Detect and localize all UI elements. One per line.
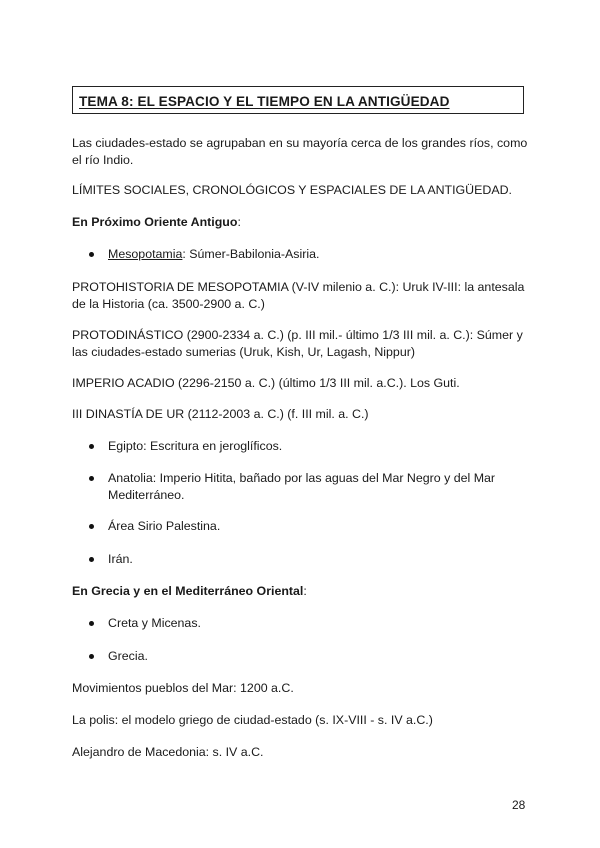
bullet-icon bbox=[89, 252, 94, 257]
protodinastico-paragraph: PROTODINÁSTICO (2900-2334 a. C.) (p. III mil.- último 1/3 III mil. a. C.): Súmer y las ciudades-estado sumerias (Uruk, Kish, Ur, Lagash, Nippur) bbox=[72, 328, 523, 359]
page-number: 28 bbox=[512, 798, 526, 812]
proximo-oriente-heading bbox=[72, 214, 528, 231]
grecia-colon: : bbox=[303, 584, 307, 598]
page-title: TEMA 8: EL ESPACIO Y EL TIEMPO EN LA ANTIGÜEDAD bbox=[79, 94, 450, 109]
bullet-icon bbox=[89, 621, 94, 626]
bullet-text: Egipto: Escritura en jeroglíficos. bbox=[108, 439, 283, 453]
bullet-icon bbox=[89, 654, 94, 659]
grecia-heading bbox=[72, 583, 528, 600]
acadio-paragraph: IMPERIO ACADIO (2296-2150 a. C.) (último 1/3 III mil. a.C.). Los Guti. bbox=[72, 376, 460, 390]
bullet-text: Creta y Micenas. bbox=[108, 616, 201, 630]
mesopotamia-rest: : Súmer-Babilonia-Asiria. bbox=[182, 247, 320, 261]
bullet-text: Área Sirio Palestina. bbox=[108, 519, 221, 533]
proximo-colon: : bbox=[237, 215, 241, 229]
bullet-icon bbox=[89, 444, 94, 449]
grecia-label: En Grecia y en el Mediterráneo Oriental bbox=[72, 584, 304, 598]
ur-paragraph: III DINASTÍA DE UR (2112-2003 a. C.) (f. III mil. a. C.) bbox=[72, 407, 369, 421]
bullet-icon bbox=[89, 524, 94, 529]
bullet-icon bbox=[89, 557, 94, 562]
protohistoria-paragraph: PROTOHISTORIA DE MESOPOTAMIA (V-IV milenio a. C.): Uruk IV-III: la antesala de la Historia (ca. 3500-2900 a. C.) bbox=[72, 280, 525, 311]
mesopotamia-item bbox=[108, 246, 528, 263]
mesopotamia-link: Mesopotamia bbox=[108, 247, 183, 261]
pueblos-mar-paragraph: Movimientos pueblos del Mar: 1200 a.C. bbox=[72, 681, 294, 695]
bullet-text: Grecia. bbox=[108, 649, 148, 663]
limites-heading: LÍMITES SOCIALES, CRONOLÓGICOS Y ESPACIALES DE LA ANTIGÜEDAD. bbox=[72, 183, 512, 197]
polis-paragraph: La polis: el modelo griego de ciudad-estado (s. IX-VIII - s. IV a.C.) bbox=[72, 713, 433, 727]
intro-paragraph: Las ciudades-estado se agrupaban en su mayoría cerca de los grandes ríos, como el río Indio. bbox=[72, 136, 528, 167]
bullet-text: Anatolia: Imperio Hitita, bañado por las aguas del Mar Negro y del Mar Mediterráneo. bbox=[108, 471, 496, 502]
bullet-text: Irán. bbox=[108, 552, 133, 566]
alejandro-paragraph: Alejandro de Macedonia: s. IV a.C. bbox=[72, 745, 264, 759]
bullet-icon bbox=[89, 476, 94, 481]
proximo-oriente-label: En Próximo Oriente Antiguo bbox=[72, 215, 238, 229]
title-box bbox=[72, 86, 524, 114]
